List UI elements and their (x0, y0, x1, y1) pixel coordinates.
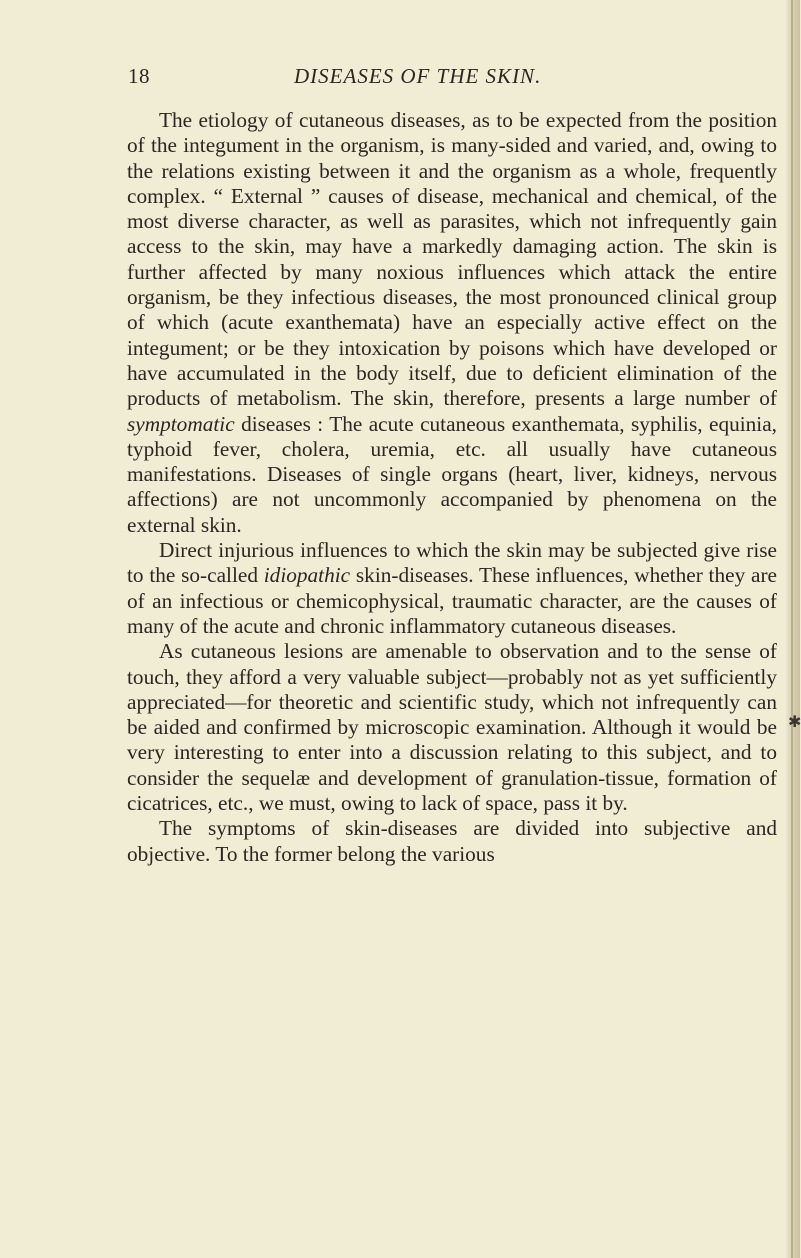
paragraph-symptoms (127, 816, 777, 867)
paragraph-etiology (127, 108, 777, 538)
page-number: 18 (128, 64, 150, 88)
text-run: The symptoms of skin-diseases are divided into subjective and objective. To the former belong the various (127, 816, 777, 866)
text-run: Direct injurious influences to which the skin may be subjected give rise to the so-called (127, 538, 777, 588)
paragraph-direct-influences (127, 538, 777, 639)
page-header (128, 64, 748, 94)
running-title: DISEASES OF THE SKIN. (294, 64, 542, 88)
text-run: diseases : The acute cutaneous exanthemata, syphilis, equinia, typhoid fever, cholera, uremia, etc. all usually have cutaneous manifestations. Diseases of single organs (heart, liver, kidneys, nervous affections) are not uncommonly accompanied by phenomena on the external skin. (127, 411, 777, 537)
text-run: The etiology of cutaneous diseases, as to be expected from the position of the integument in the organism, is many-sided and varied, and, owing to the relations existing between it and the organism as a whole, frequently complex. “ External ” causes of disease, mechanical and chemical, of the most diverse character, as well as parasites, which not infrequently gain access to the skin, may have a markedly damaging action. The skin is further affected by many noxious influences which attack the entire organism, be they infectious diseases, the most pronounced clinical group of which (acute exanthemata) have an especially active effect on the integument; or be they intoxication by poisons which have developed or have accumulated in the body itself, due to deficient elimination of the products of metabolism. The skin, therefore, presents a large number of (127, 108, 777, 411)
margin-ink-mark: ✱ (788, 714, 801, 731)
body-text (127, 108, 777, 867)
text-run: skin-diseases. These influences, whether they are of an infectious or chemicophysical, traumatic character, are the causes of many of the acute and chronic inflammatory cutaneous diseases. (127, 563, 777, 638)
italic-term-symptomatic: symptomatic (127, 411, 235, 436)
text-run: As cutaneous lesions are amenable to observation and to the sense of touch, they afford a very valuable subject—probably not as yet sufficiently appreciated—for theoretic and scientific study, which not infrequently can be aided and confirmed by microscopic examination. Although it would be very interesting to enter into a discussion relating to this subject, and to consider the sequelæ and development of granulation-tissue, formation of cicatrices, etc., we must, owing to lack of space, pass it by. (127, 639, 777, 816)
paragraph-cutaneous-lesions (127, 639, 777, 816)
page-edge-shadow (786, 0, 800, 1258)
italic-term-idiopathic: idiopathic (263, 563, 351, 588)
page-edge-line (791, 0, 793, 1258)
